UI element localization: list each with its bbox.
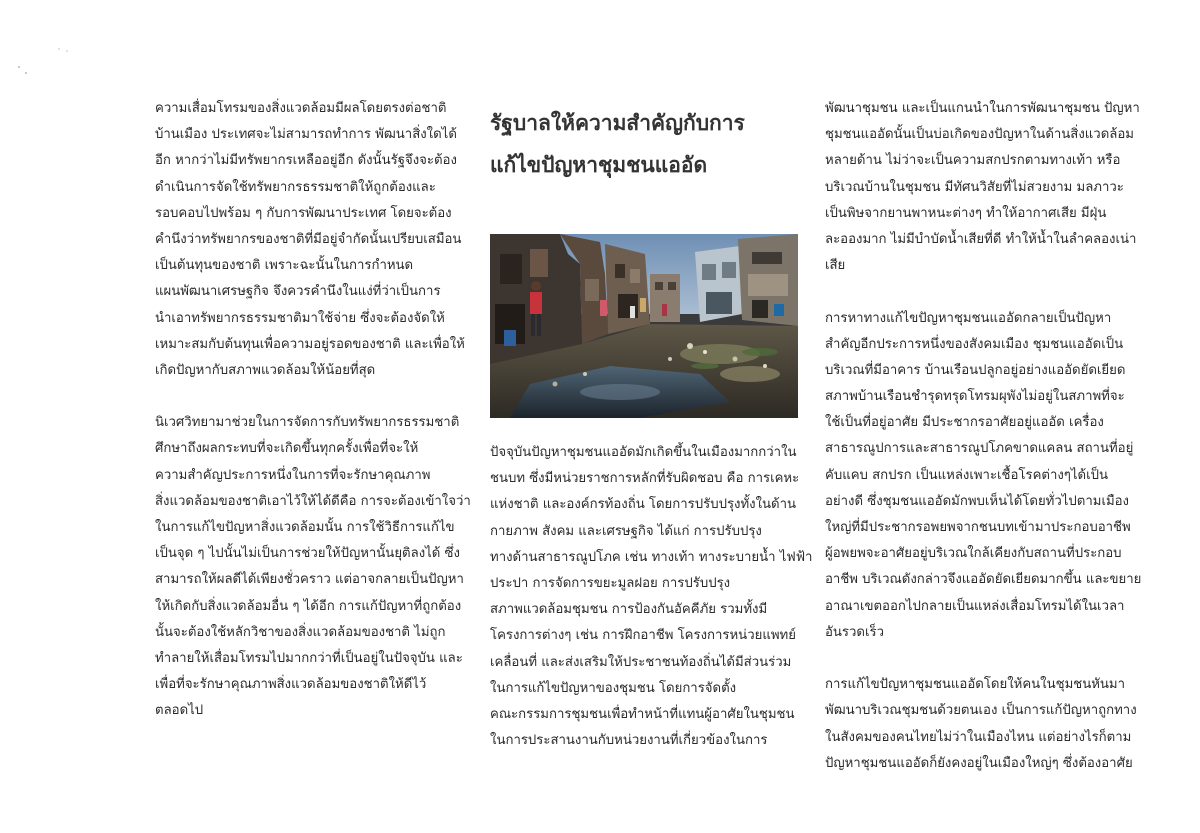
slum-street-photo bbox=[490, 234, 798, 418]
text-line: ปัญหาชุมชนแออัดก็ยังคงอยู่ในเมืองใหญ่ๆ ซึ่งต้องอาศัย bbox=[825, 755, 1133, 771]
right-column bbox=[825, 96, 1145, 777]
text-line: ชุมชนแออัดนั้นเป็นบ่อเกิดของปัญหาในด้านสิ่งแวดล้อม bbox=[825, 127, 1134, 143]
text-line: พัฒนาชุมชน และเป็นแกนนำในการพัฒนาชุมชน ปัญหา bbox=[825, 101, 1140, 116]
scan-speck bbox=[66, 50, 68, 52]
text-line: เหมาะสมกับต้นทุนเพื่อความอยู่รอดของชาติ และเพื่อให้ bbox=[155, 336, 465, 352]
text-line: หลายด้าน ไม่ว่าจะเป็นความสกปรกตามทางเท้า หรือ bbox=[825, 153, 1121, 169]
left-column bbox=[155, 96, 471, 725]
text-line: ปัจจุบันปัญหาชุมชนแออัดมักเกิดขึ้นในเมืองมากกว่าใน bbox=[490, 445, 797, 460]
text-line: สภาพบ้านเรือนชำรุดทรุดโทรมผุพังไม่อยู่ในสภาพที่จะ bbox=[825, 389, 1125, 405]
text-line: ประปา การจัดการขยะมูลฝอย การปรับปรุง bbox=[490, 575, 731, 591]
paragraph-gap bbox=[825, 646, 1145, 672]
text-line: การหาทางแก้ไขปัญหาชุมชนแออัดกลายเป็นปัญหา bbox=[825, 310, 1112, 326]
text-line: สามารถให้ผลดีได้เพียงชั่วคราว แต่อาจกลายเป็นปัญหา bbox=[155, 572, 464, 588]
text-line: ในการแก้ไขปัญหาของชุมชน โดยการจัดตั้ง bbox=[490, 680, 737, 696]
text-line: ความสำคัญประการหนึ่งในการที่จะรักษาคุณภาพ bbox=[155, 467, 431, 483]
text-line: ดำเนินการจัดใช้ทรัพยากรธรรมชาติให้ถูกต้องและ bbox=[155, 179, 436, 195]
text-line: การแก้ไขปัญหาชุมชนแออัดโดยให้คนในชุมชนหันมา bbox=[825, 677, 1126, 693]
right-paragraph-3 bbox=[825, 672, 1145, 777]
text-line: ทำลายให้เสื่อมโทรมไปมากกว่าที่เป็นอยู่ในปัจจุบัน และ bbox=[155, 650, 463, 666]
text-line: บ้านเมือง ประเทศจะไม่สามารถทำการ พัฒนาสิ่งใดได้ bbox=[155, 127, 457, 143]
text-line: อาชีพ บริเวณดังกล่าวจึงแออัดยัดเยียดมากขึ้น และขยาย bbox=[825, 572, 1142, 588]
text-line: คณะกรรมการชุมชนเพื่อทำหน้าที่แทนผู้อาศัยในชุมชน bbox=[490, 706, 795, 722]
headline-line: แก้ไขปัญหาชุมชนแออัด bbox=[490, 153, 708, 177]
article-headline bbox=[490, 102, 810, 186]
text-line: รอบคอบไปพร้อม ๆ กับการพัฒนาประเทศ โดยจะต้อง bbox=[155, 205, 452, 221]
text-line: ผู้อพยพจะอาศัยอยู่บริเวณใกล้เคียงกับสถานที่ประกอบ bbox=[825, 546, 1122, 562]
paragraph-gap bbox=[825, 279, 1145, 305]
text-line: สาธารณูปการและสาธารณูปโภคขาดแคลน สถานที่อยู่ bbox=[825, 441, 1134, 457]
text-line: เสีย bbox=[825, 258, 846, 274]
text-line: อย่างดี ซึ่งชุมชนแออัดมักพบเห็นได้โดยทั่วไปตามเมือง bbox=[825, 493, 1130, 509]
text-line: คำนึงว่าทรัพยากรของชาติที่มีอยู่จำกัดนั้นเปรียบเสมือน bbox=[155, 231, 462, 247]
text-line: นิเวศวิทยามาช่วยในการจัดการกับทรัพยากรธรรมชาติ bbox=[155, 415, 460, 431]
text-line: เกิดปัญหากับสภาพแวดล้อมให้น้อยที่สุด bbox=[155, 362, 376, 378]
text-line: อาณาเขตออกไปกลายเป็นแหล่งเสื่อมโทรมได้ในเวลา bbox=[825, 598, 1125, 614]
text-line: เป็นจุด ๆ ไปนั้นไม่เป็นการช่วยให้ปัญหานั้นยุติลงได้ ซึ่ง bbox=[155, 546, 460, 562]
text-line: เป็นพิษจากยานพาหนะต่างๆ ทำให้อากาศเสีย มีฝุ่น bbox=[825, 205, 1107, 221]
text-line: นำเอาทรัพยากรธรรมชาติมาใช้จ่าย ซึ่งจะต้องจัดให้ bbox=[155, 310, 445, 326]
text-line: โครงการต่างๆ เช่น การฝึกอาชีพ โครงการหน่วยแพทย์ bbox=[490, 628, 796, 644]
text-line: อีก หากว่าไม่มีทรัพยากรเหลืออยู่อีก ดังนั้นรัฐจึงจะต้อง bbox=[155, 153, 457, 169]
text-line: คับแคบ สกปรก เป็นแหล่งเพาะเชื้อโรคต่างๆได้เป็น bbox=[825, 467, 1108, 483]
text-line: สำคัญอีกประการหนึ่งของสังคมเมือง ชุมชนแออัดเป็น bbox=[825, 336, 1124, 352]
text-line: บริเวณบ้านในชุมชน มีทัศนวิสัยที่ไม่สวยงาม มลภาวะ bbox=[825, 179, 1124, 195]
right-paragraph-2 bbox=[825, 306, 1145, 646]
text-line: สภาพแวดล้อมชุมชน การป้องกันอัคคีภัย รวมทั้งมี bbox=[490, 602, 768, 618]
text-line: ในการแก้ไขปัญหาสิ่งแวดล้อมนั้น การใช้วิธีการแก้ไข bbox=[155, 520, 455, 535]
slum-street-photo-icon bbox=[490, 234, 798, 418]
text-line: ตลอดไป bbox=[155, 703, 204, 719]
text-line: ชนบท ซึ่งมีหน่วยราชการหลักที่รับผิดชอบ คือ การเคหะ bbox=[490, 471, 800, 487]
text-line: ศึกษาถึงผลกระทบที่จะเกิดขึ้นทุกครั้งเพื่อที่จะให้ bbox=[155, 441, 419, 457]
text-line: ความเสื่อมโทรมของสิ่งแวดล้อมมีผลโดยตรงต่อชาติ bbox=[155, 101, 447, 116]
text-line: ในสังคมของคนไทยไม่ว่าในเมืองไหน แต่อย่างไรก็ตาม bbox=[825, 729, 1132, 745]
text-line: ในการประสานงานกับหน่วยงานที่เกี่ยวข้องในการ bbox=[490, 733, 768, 749]
text-line: เพื่อที่จะรักษาคุณภาพสิ่งแวดล้อมของชาติให้ดีไว้ bbox=[155, 677, 427, 693]
text-line: นั้นจะต้องใช้หลักวิชาของสิ่งแวดล้อมของชาติ ไม่ถูก bbox=[155, 624, 446, 640]
text-line: เคลื่อนที่ และส่งเสริมให้ประชาชนท้องถิ่นได้มีส่วนร่วม bbox=[490, 654, 792, 670]
text-line: ละอองมาก ไม่มีบำบัดน้ำเสียที่ดี ทำให้น้ำในลำคลองเน่า bbox=[825, 231, 1137, 247]
text-line: เป็นต้นทุนของชาติ เพราะฉะนั้นในการกำหนด bbox=[155, 258, 414, 274]
middle-paragraph-1 bbox=[490, 440, 813, 754]
text-line: ให้เกิดกับสิ่งแวดล้อมอื่น ๆ ได้อีก การแก้ปัญหาที่ถูกต้อง bbox=[155, 598, 462, 614]
paragraph-gap bbox=[155, 384, 455, 410]
text-line: สิ่งแวดล้อมของชาติเอาไว้ให้ได้ดีคือ การจะต้องเข้าใจว่า bbox=[155, 493, 471, 509]
right-paragraph-1 bbox=[825, 96, 1145, 279]
text-line: พัฒนาบริเวณชุมชนด้วยตนเอง เป็นการแก้ปัญหาถูกทาง bbox=[825, 703, 1137, 719]
middle-column bbox=[490, 440, 813, 754]
scan-speck bbox=[58, 48, 60, 50]
headline-line: รัฐบาลให้ความสำคัญกับการ bbox=[490, 111, 745, 135]
text-line: กายภาพ สังคม และเศรษฐกิจ ได้แก่ การปรับปรุง bbox=[490, 523, 762, 539]
left-paragraph-2 bbox=[155, 410, 471, 724]
text-line: อันรวดเร็ว bbox=[825, 624, 884, 640]
left-paragraph-1 bbox=[155, 96, 465, 384]
text-line: แห่งชาติ และองค์กรท้องถิ่น โดยการปรับปรุงทั้งในด้าน bbox=[490, 497, 797, 513]
scan-speck bbox=[18, 66, 20, 68]
text-line: ใช้เป็นที่อยู่อาศัย มีประชากรอาศัยอยู่แออัด เครื่อง bbox=[825, 415, 1104, 431]
text-line: บริเวณที่มีอาคาร บ้านเรือนปลูกอยู่อย่างแออัดยัดเยียด bbox=[825, 362, 1126, 378]
text-line: แผนพัฒนาเศรษฐกิจ จึงควรคำนึงในแง่ที่ว่าเป็นการ bbox=[155, 284, 441, 300]
text-line: ใหญ่ที่มีประชากรอพยพจากชนบทเข้ามาประกอบอาชีพ bbox=[825, 520, 1131, 535]
text-line: ทางด้านสาธารณูปโภค เช่น ทางเท้า ทางระบายน้ำ ไฟฟ้า bbox=[490, 549, 813, 565]
scan-speck bbox=[25, 72, 27, 74]
